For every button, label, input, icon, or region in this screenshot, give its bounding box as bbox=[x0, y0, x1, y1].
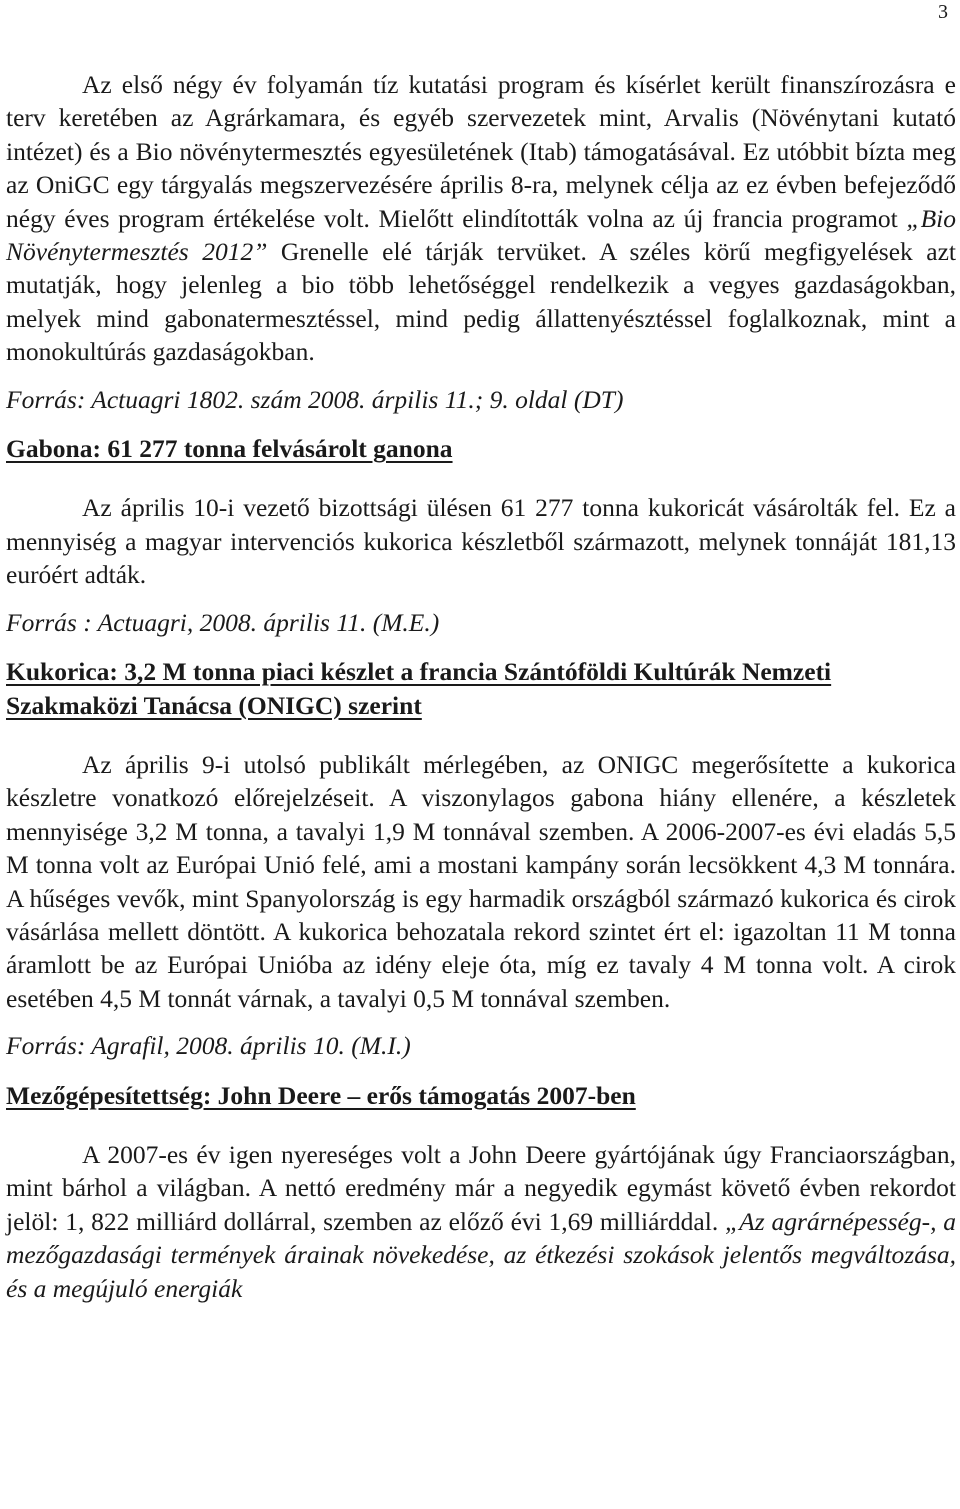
document-body bbox=[6, 68, 956, 1305]
kukorica-source: Forrás: Agrafil, 2008. április 10. (M.I.) bbox=[6, 1031, 411, 1061]
deere-heading: Mezőgépesítettség: John Deere – erős támogatás 2007-ben bbox=[6, 1080, 636, 1110]
kukorica-paragraph: Az április 9-i utolsó publikált mérlegében, az ONIGC megerősítette a kukorica készletre vonatkozó előrejelzéseit. A viszonylagos gabona hiány ellenére, a készletek mennyisége 3,2 M tonna, a tavalyi 1,9 M tonnával szemben. A 2006-2007-es évi eladás 5,5 M tonna volt az Európai Unió felé, ami a mostani kampány során lecsökkent 4,3 M tonnára. A hűséges vevők, mint Spanyolország is egy harmadik országból származó kukorica és cirok vásárlása mellett döntött. A kukorica behozatala rekord szintet ért el: igazoltan 11 M tonna áramlott be az Európai Unióba az idény eleje óta, míg ez tavaly 4 M tonna volt. A cirok esetében 4,5 M tonnát várnak, a tavalyi 0,5 M tonnával szemben. bbox=[6, 749, 956, 1013]
intro-paragraph bbox=[6, 68, 956, 369]
deere-italic-quote: „Az agrárnépesség-, a mezőgazdasági termények árainak növekedése, az étkezési szokások jelentős megváltozása, és a megújuló energiák bbox=[6, 1206, 956, 1303]
gabona-heading: Gabona: 61 277 tonna felvásárolt ganona bbox=[6, 434, 453, 464]
page-number: 3 bbox=[938, 1, 948, 23]
gabona-paragraph: Az április 10-i vezető bizottsági ülésen 61 277 tonna kukoricát vásárolták fel. Ez a mennyiség a magyar intervenciós kukorica készletből származott, melynek tonnáját 181,13 euróért adták. bbox=[6, 493, 956, 590]
intro-text-rest: Grenelle elé tárják tervüket. A széles körű megfigyelések azt mutatják, hogy jelenleg a bio több lehetőséggel rendelkezik a vegyes gazdaságokban, melyek mind gabonatermesztéssel, mind pedig állattenyésztéssel foglalkoznak, mint a monokultúrás gazdaságokban. bbox=[6, 237, 956, 367]
intro-italic-program: „Bio Növénytermesztés 2012” bbox=[6, 203, 956, 267]
kukorica-heading: Kukorica: 3,2 M tonna piaci készlet a francia Szántóföldi Kultúrák Nemzeti Szakmaközi Tanácsa (ONIGC) szerint bbox=[6, 657, 832, 720]
gabona-source: Forrás : Actuagri, 2008. április 11. (M.E.) bbox=[6, 607, 440, 637]
deere-paragraph bbox=[6, 1138, 956, 1305]
intro-source: Forrás: Actuagri 1802. szám 2008. árpilis 11.; 9. oldal (DT) bbox=[6, 384, 624, 414]
deere-text: A 2007-es év igen nyereséges volt a John Deere gyártójának úgy Franciaországban, mint bárhol a világban. A nettó eredmény már a negyedik egymást követő évben rekordot jelöl: 1, 822 milliárd dollárral, szemben az előző évi 1,69 milliárddal. bbox=[6, 1139, 956, 1236]
intro-text: Az első négy év folyamán tíz kutatási program és kísérlet került finanszírozásra e terv keretében az Agrárkamara, és egyéb szervezetek mint, Arvalis (Növénytani kutató intézet) és a Bio növénytermesztés egyesületének (Itab) támogatásával. Ez utóbbit bízta meg az OniGC egy tárgyalás megszervezésére április 8-ra, melynek célja az ez évben befejeződő négy éves program értékelése volt. Mielőtt elindították volna az új francia programot bbox=[6, 70, 956, 233]
